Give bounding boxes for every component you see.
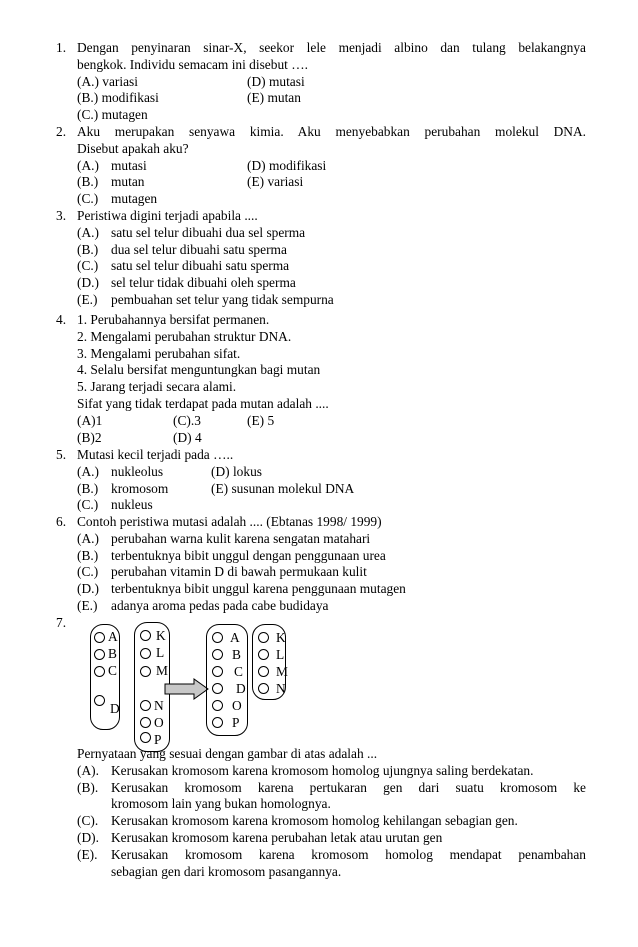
gene-label: M — [276, 664, 288, 679]
option-a[interactable]: (A.) nukleolus (D) lokus — [77, 463, 262, 479]
question-2 — [56, 124, 586, 208]
option-d[interactable]: (D). Kerusakan kromosom karena perubahan letak atau urutan gen — [77, 829, 443, 845]
gene-label: B — [232, 647, 241, 662]
option-a[interactable]: (A.) satu sel telur dibuahi dua sel sperma — [77, 224, 306, 240]
option-a[interactable]: (A)1 — [77, 412, 103, 428]
question-text: Mutasi kecil terjadi pada ….. — [77, 447, 234, 462]
option-e[interactable]: (E) 5 — [247, 412, 275, 428]
gene-label: M — [156, 663, 168, 678]
gene-circle — [212, 683, 223, 694]
gene-circle — [94, 632, 105, 643]
question-text: Dengan penyinaran sinar-X, seekor lele menjadi albino dan tulang belakangnya — [77, 40, 586, 55]
gene-circle — [258, 683, 269, 694]
option-b[interactable]: (B.) dua sel telur dibuahi satu sperma — [77, 241, 287, 257]
gene-circle — [212, 666, 223, 677]
question-number: 4. — [56, 312, 67, 327]
option-c[interactable]: (C.) nukleus — [77, 497, 153, 513]
statement-2: 2. Mengalami perubahan struktur DNA. — [77, 328, 292, 344]
gene-label: B — [108, 646, 117, 661]
options-row-1 — [77, 413, 586, 430]
gene-label: A — [230, 630, 240, 645]
arrow-right-icon — [164, 678, 210, 700]
question-number: 1. — [56, 40, 67, 55]
question-number: 3. — [56, 208, 67, 223]
gene-label: P — [232, 715, 240, 730]
options-row-2 — [77, 430, 586, 447]
option-b[interactable]: (B)2 — [77, 429, 102, 445]
gene-circle — [258, 666, 269, 677]
question-5 — [56, 447, 586, 514]
gene-circle — [140, 666, 151, 677]
question-number: 7. — [56, 615, 67, 630]
question-number: 2. — [56, 124, 67, 139]
gene-circle — [140, 700, 151, 711]
question-6 — [56, 514, 586, 615]
question-text: Contoh peristiwa mutasi adalah .... (Ebtanas 1998/ 1999) — [77, 514, 382, 529]
gene-circle — [140, 648, 151, 659]
option-c[interactable]: (C.) mutagen — [77, 191, 158, 207]
option-a[interactable]: (A). Kerusakan kromosom karena kromosom homolog ujungnya saling berdekatan. — [77, 762, 534, 778]
option-c[interactable]: (C). Kerusakan kromosom karena kromosom homolog kehilangan sebagian gen. — [77, 813, 518, 829]
statement-4: 4. Selalu bersifat menguntungkan bagi mutan — [77, 362, 321, 378]
option-d[interactable]: (D.) terbentuknya bibit unggul karena penggunaan mutagen — [77, 581, 406, 597]
option-c[interactable]: (C).3 — [173, 412, 201, 428]
gene-label: C — [234, 664, 243, 679]
gene-label: D — [236, 681, 246, 696]
question-text: Disebut apakah aku? — [77, 140, 189, 156]
gene-label: O — [232, 698, 242, 713]
gene-circle — [212, 700, 223, 711]
gene-label: D — [110, 701, 120, 716]
question-7-body — [56, 746, 586, 880]
gene-circle — [94, 695, 105, 706]
option-d[interactable]: (D) 4 — [173, 429, 202, 445]
gene-circle — [258, 649, 269, 660]
option-d[interactable]: (D.) sel telur tidak dibuahi oleh sperma — [77, 275, 296, 291]
option-c[interactable]: (C.) mutagen — [77, 107, 148, 123]
gene-circle — [212, 632, 223, 643]
question-3 — [56, 208, 586, 309]
gene-label: A — [108, 629, 118, 644]
question-text: bengkok. Individu semacam ini disebut …. — [77, 56, 308, 72]
question-text: Aku merupakan senyawa kimia. Aku menyebabkan perubahan molekul DNA. — [77, 124, 586, 139]
gene-circle — [212, 649, 223, 660]
option-e[interactable]: (E.) pembuahan set telur yang tidak sempurna — [77, 291, 334, 307]
question-prompt: Pernyataan yang sesuai dengan gambar di atas adalah ... — [77, 746, 378, 761]
statement-3: 3. Mengalami perubahan sifat. — [77, 345, 241, 361]
gene-label: N — [276, 681, 286, 696]
gene-circle — [94, 649, 105, 660]
gene-label: C — [108, 663, 117, 678]
gene-circle — [140, 717, 151, 728]
gene-circle — [140, 630, 151, 641]
option-b-continued: kromosom lain yang bukan homolognya. — [111, 796, 331, 812]
question-4 — [56, 312, 586, 446]
option-c[interactable]: (C.) perubahan vitamin D di bawah permukaan kulit — [77, 564, 367, 580]
option-c[interactable]: (C.) satu sel telur dibuahi satu sperma — [77, 258, 290, 274]
question-number: 5. — [56, 447, 67, 462]
option-a[interactable]: (A.) mutasi (D) modifikasi — [77, 157, 327, 173]
statement-1: 1. Perubahannya bersifat permanen. — [77, 312, 270, 327]
gene-label: K — [156, 628, 166, 643]
gene-label: P — [154, 732, 162, 747]
gene-circle — [140, 732, 151, 743]
gene-label: O — [154, 715, 164, 730]
option-b[interactable]: (B.) terbentuknya bibit unggul dengan penggunaan urea — [77, 547, 386, 563]
option-b[interactable]: (B.) mutan (E) variasi — [77, 174, 304, 190]
option-e-continued: sebagian gen dari kromosom pasangannya. — [111, 863, 342, 879]
option-a[interactable]: (A.) variasi (D) mutasi — [77, 73, 305, 89]
option-b[interactable]: (B.) kromosom (E) susunan molekul DNA — [77, 480, 355, 496]
question-number: 6. — [56, 514, 67, 529]
gene-circle — [258, 632, 269, 643]
option-b[interactable]: (B). Kerusakan kromosom karena pertukaran gen dari suatu kromosom ke — [77, 779, 586, 795]
option-e[interactable]: (E.) adanya aroma pedas pada cabe budidaya — [77, 597, 329, 613]
statement-5: 5. Jarang terjadi secara alami. — [77, 379, 237, 395]
option-a[interactable]: (A.) perubahan warna kulit karena sengatan matahari — [77, 530, 371, 546]
gene-label: L — [276, 647, 285, 662]
question-1 — [56, 40, 586, 124]
gene-circle — [94, 666, 105, 677]
chromosome-diagram — [90, 622, 330, 750]
gene-label: N — [154, 698, 164, 713]
question-prompt: Sifat yang tidak terdapat pada mutan adalah .... — [77, 395, 329, 411]
gene-label: K — [276, 630, 286, 645]
gene-circle — [212, 717, 223, 728]
question-text: Peristiwa digini terjadi apabila .... — [77, 208, 258, 223]
option-e[interactable]: (E). Kerusakan kromosom karena kromosom homolog mendapat penambahan — [77, 846, 586, 862]
option-b[interactable]: (B.) modifikasi (E) mutan — [77, 90, 301, 106]
gene-label: L — [156, 645, 165, 660]
